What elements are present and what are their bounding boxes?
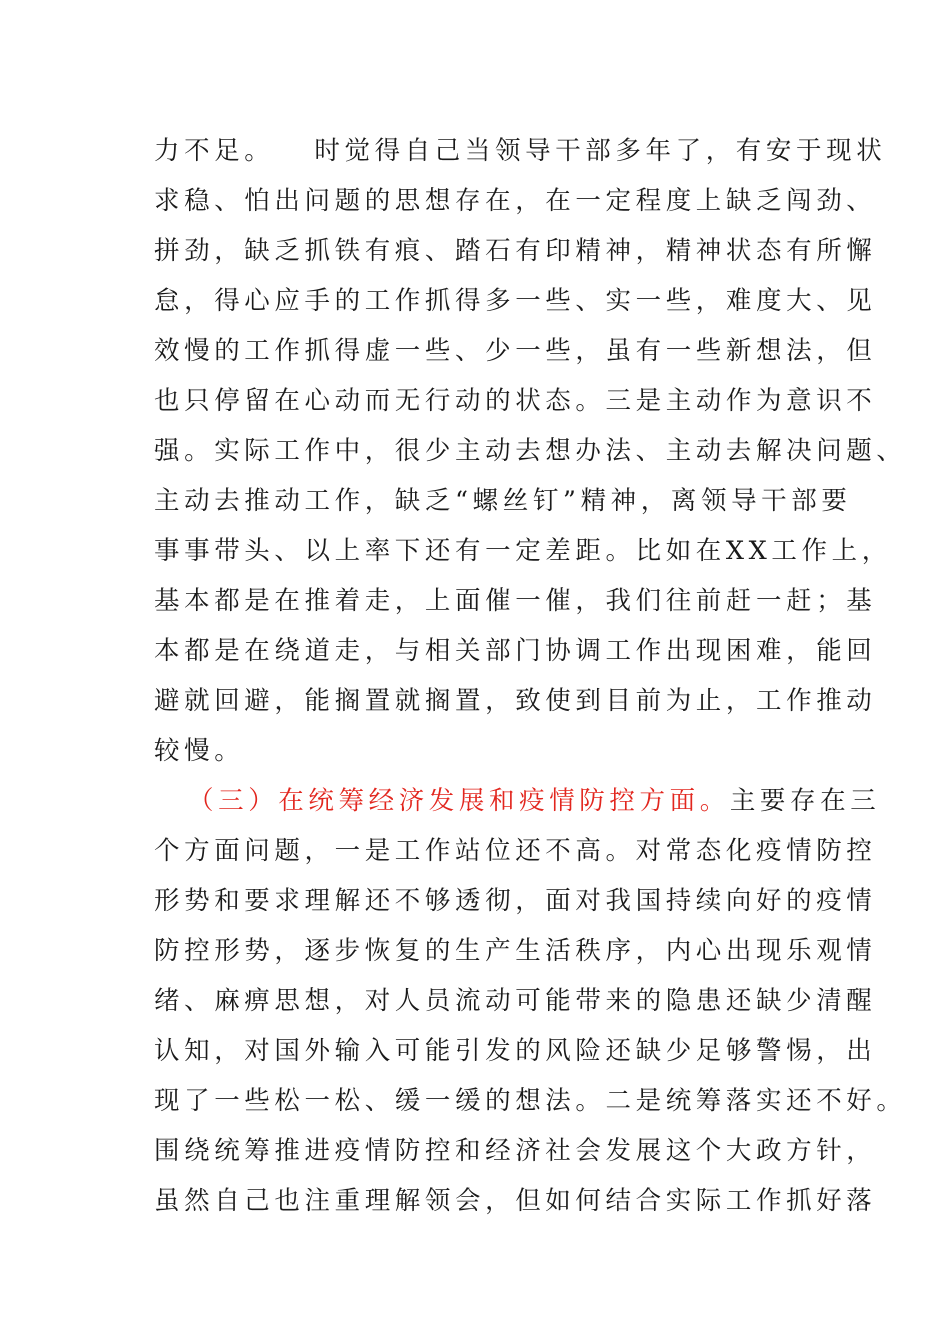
text-line: 避就回避，能搁置就搁置，致使到目前为止，工作推动 xyxy=(154,686,877,716)
text-line: 怠，得心应手的工作抓得多一些、实一些，难度大、见 xyxy=(154,286,877,316)
text-line: 也只停留在心动而无行动的状态。三是主动作为意识不 xyxy=(154,386,877,416)
text-line: 求稳、怕出问题的思想存在，在一定程度上缺乏闯劲、 xyxy=(154,186,877,216)
text-line: 个方面问题，一是工作站位还不高。对常态化疫情防控 xyxy=(154,836,877,866)
text-line: 基本都是在推着走，上面催一催，我们往前赶一赶；基 xyxy=(154,586,877,616)
text-segment: 时觉得自己当领导干部多年了，有安于现状 xyxy=(314,136,887,166)
text-line: 围绕统筹推进疫情防控和经济社会发展这个大政方针， xyxy=(154,1136,877,1166)
text-line: 主动去推动工作，缺乏“螺丝钉”精神，离领导干部要 xyxy=(154,486,852,516)
text-line xyxy=(154,126,887,176)
text-line: 现了一些松一松、缓一缓的想法。二是统筹落实还不好。 xyxy=(154,1086,907,1116)
text-line: 较慢。 xyxy=(154,736,245,766)
body-text xyxy=(154,126,907,1226)
text-line: 形势和要求理解还不够透彻，面对我国持续向好的疫情 xyxy=(154,886,877,916)
section-heading-line xyxy=(154,776,881,826)
text-segment: 主要存在三 xyxy=(729,786,881,816)
text-line: 认知，对国外输入可能引发的风险还缺少足够警惕，出 xyxy=(154,1036,877,1066)
text-segment: 力不足。 xyxy=(154,136,275,166)
text-line: 事事带头、以上率下还有一定差距。比如在XX工作上， xyxy=(154,536,892,566)
text-line: 防控形势，逐步恢复的生产生活秩序，内心出现乐观情 xyxy=(154,936,877,966)
text-line: 本都是在绕道走，与相关部门协调工作出现困难，能回 xyxy=(154,636,877,666)
text-line: 强。实际工作中，很少主动去想办法、主动去解决问题、 xyxy=(154,436,907,466)
text-line: 效慢的工作抓得虚一些、少一些，虽有一些新想法，但 xyxy=(154,336,877,366)
text-line: 虽然自己也注重理解领会，但如何结合实际工作抓好落 xyxy=(154,1186,877,1216)
text-line: 拼劲，缺乏抓铁有痕、踏石有印精神，精神状态有所懈 xyxy=(154,236,877,266)
text-line: 绪、麻痹思想，对人员流动可能带来的隐患还缺少清醒 xyxy=(154,986,877,1016)
section-heading: （三）在统筹经济发展和疫情防控方面。 xyxy=(188,786,730,816)
